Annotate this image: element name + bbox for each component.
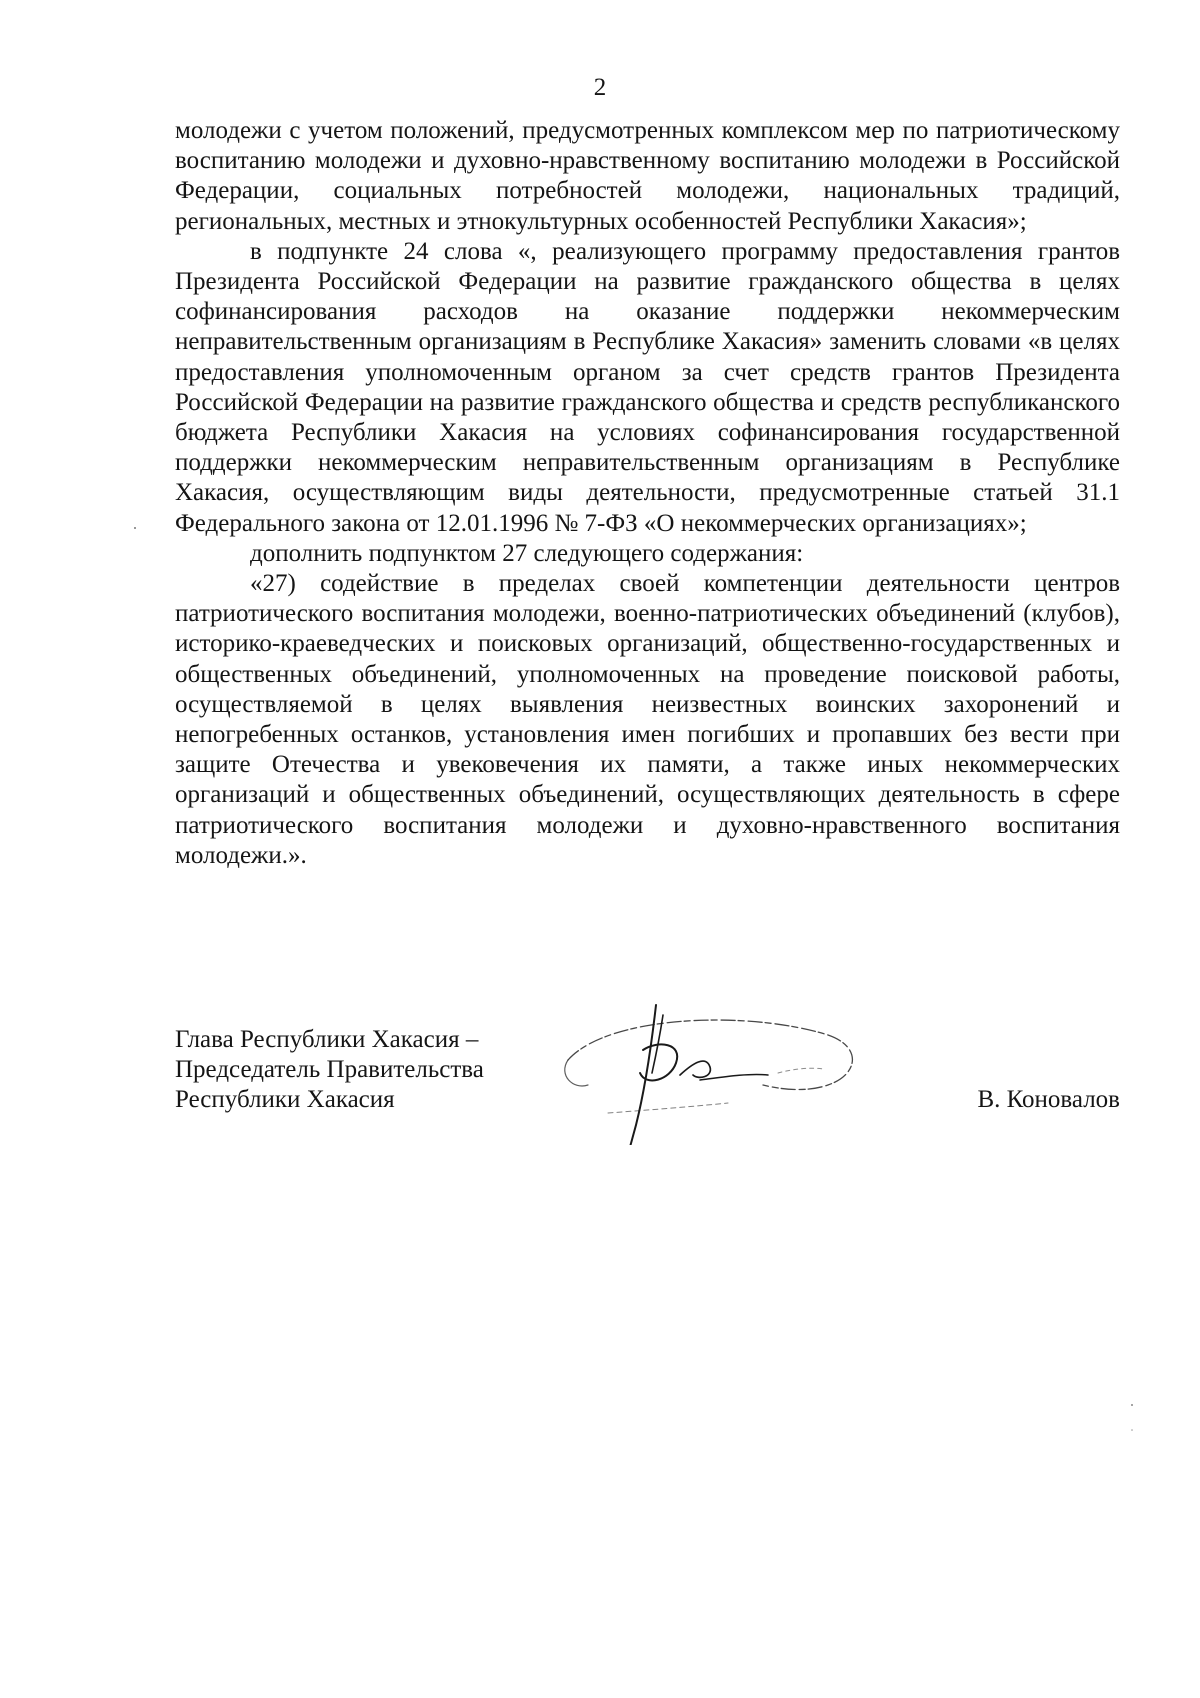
- page-number: 2: [593, 74, 607, 101]
- paragraph-subpoint-27: «27) содействие в пределах своей компетенции деятельности центров патриотического воспитания молодежи, военно-патриотических объединений (клубов), историко-краеведческих и поисковых организаций, общественно-государственных и общественных объединений, уполномоченных на проведение поисковой работы, осуществляемой в целях выявления неизвестных воинских захоронений и непогребенных останков, установления имен погибших и пропавших без вести при защите Отечества и увековечения их памяти, а также иных некоммерческих организаций и общественных объединений, осуществляющих деятельность в сфере патриотического воспитания молодежи и духовно-нравственного воспитания молодежи.».: [175, 570, 1120, 869]
- signatory-name: В. Коновалов: [977, 1086, 1120, 1113]
- signatory-title: [175, 1025, 555, 1115]
- paragraph-add-subpoint: дополнить подпунктом 27 следующего содержания:: [250, 539, 804, 567]
- signatory-title-line: Председатель Правительства: [175, 1056, 484, 1083]
- paragraph-subpoint-24: в подпункте 24 слова «, реализующего программу предоставления грантов Президента Российской Федерации на развитие гражданского общества в целях софинансирования расходов на оказание поддержки некоммерческим неправительственным организациям в Республике Хакасия» заменить словами «в целях предоставления уполномоченным органом за счет средств грантов Президента Российской Федерации на развитие гражданского общества и средств республиканского бюджета Республики Хакасия на условиях софинансирования государственной поддержки некоммерческим неправительственным организациям в Республике Хакасия, осуществляющим виды деятельности, предусмотренные статьей 31.1 Федерального закона от 12.01.1996 № 7-ФЗ «О некоммерческих организациях»;: [175, 237, 1120, 537]
- signatory-title-line: Республики Хакасия: [175, 1086, 395, 1113]
- document-body: [175, 116, 1120, 871]
- signatory-title-line: Глава Республики Хакасия –: [175, 1026, 479, 1053]
- paragraph-continuation: молодежи с учетом положений, предусмотренных комплексом мер по патриотическому воспитанию молодежи и духовно-нравственному воспитанию молодежи в Российской Федерации, социальных потребностей молодежи, национальных традиций, региональных, местных и этнокультурных особенностей Республики Хакасия»;: [175, 117, 1120, 235]
- signature-icon: [548, 985, 908, 1145]
